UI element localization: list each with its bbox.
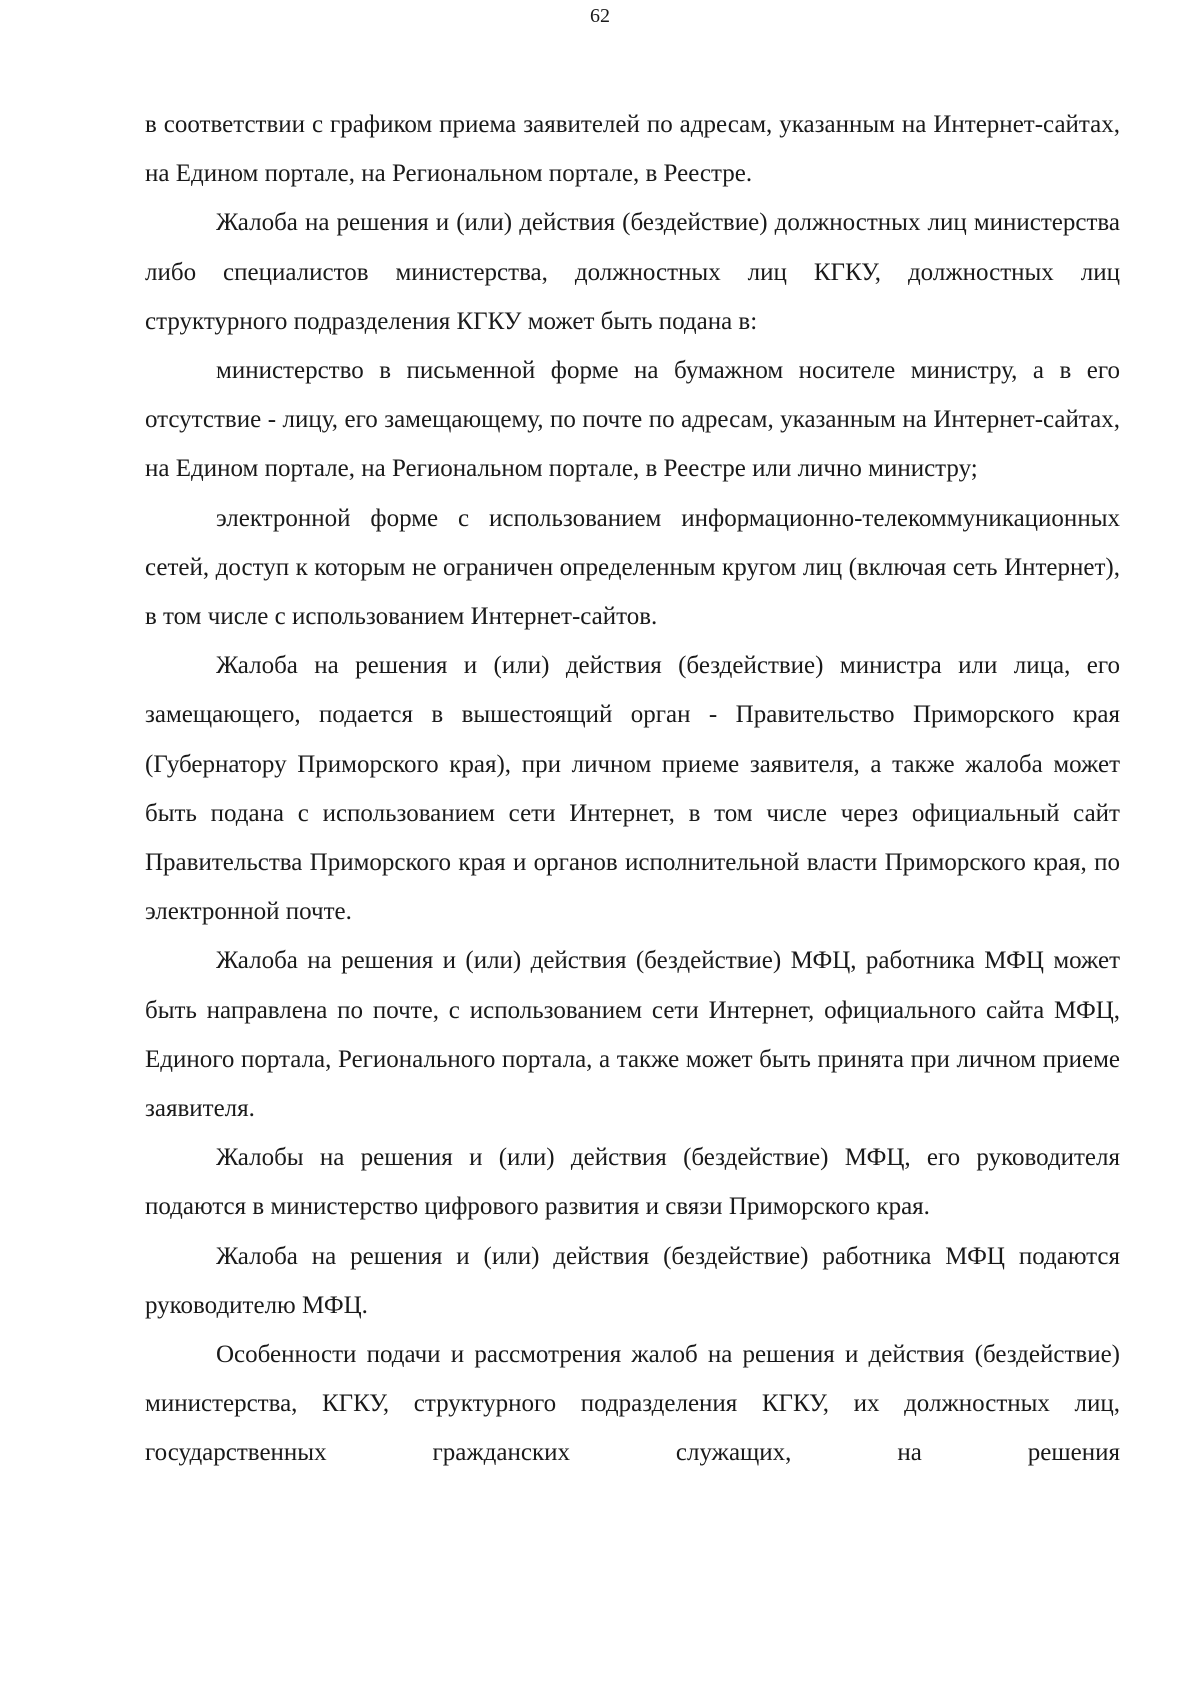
document-body	[145, 100, 1120, 1478]
paragraph: Жалоба на решения и (или) действия (бездействие) работника МФЦ подаются руководителю МФЦ.	[145, 1242, 1120, 1319]
paragraph: министерство в письменной форме на бумажном носителе министру, а в его отсутствие - лицу, его замещающему, по почте по адресам, указанным на Интернет-сайтах, на Едином портале, на Региональном портале, в Реестре или лично министру;	[145, 357, 1120, 483]
paragraph: Жалоба на решения и (или) действия (бездействие) МФЦ, работника МФЦ может быть направлена по почте, с использованием сети Интернет, официального сайта МФЦ, Единого портала, Регионального портала, а также может быть принята при личном приеме заявителя.	[145, 947, 1120, 1123]
paragraph: электронной форме с использованием информационно-телекоммуникационных сетей, доступ к которым не ограничен определенным кругом лиц (включая сеть Интернет), в том числе с использованием Интернет-сайтов.	[145, 504, 1120, 631]
paragraph: Жалоба на решения и (или) действия (бездействие) должностных лиц министерства либо специалистов министерства, должностных лиц КГКУ, должностных лиц структурного подразделения КГКУ может быть подана в:	[145, 209, 1120, 335]
paragraph: в соответствии с графиком приема заявителей по адресам, указанным на Интернет-сайтах, на Едином портале, на Региональном портале, в Реестре.	[145, 111, 1120, 188]
paragraph: Жалоба на решения и (или) действия (бездействие) министра или лица, его замещающего, подается в вышестоящий орган - Правительство Приморского края (Губернатору Приморского края), при личном приеме заявителя, а также жалоба может быть подана с использованием сети Интернет, в том числе через официальный сайт Правительства Приморского края и органов исполнительной власти Приморского края, по электронной почте.	[145, 652, 1120, 926]
paragraph: Особенности подачи и рассмотрения жалоб на решения и действия (бездействие) министерства, КГКУ, структурного подразделения КГКУ, их должностных лиц, государственных гражданских служащих, на решения	[145, 1341, 1120, 1467]
paragraph: Жалобы на решения и (или) действия (бездействие) МФЦ, его руководителя подаются в министерство цифрового развития и связи Приморского края.	[145, 1144, 1120, 1221]
page-number: 62	[590, 5, 610, 27]
